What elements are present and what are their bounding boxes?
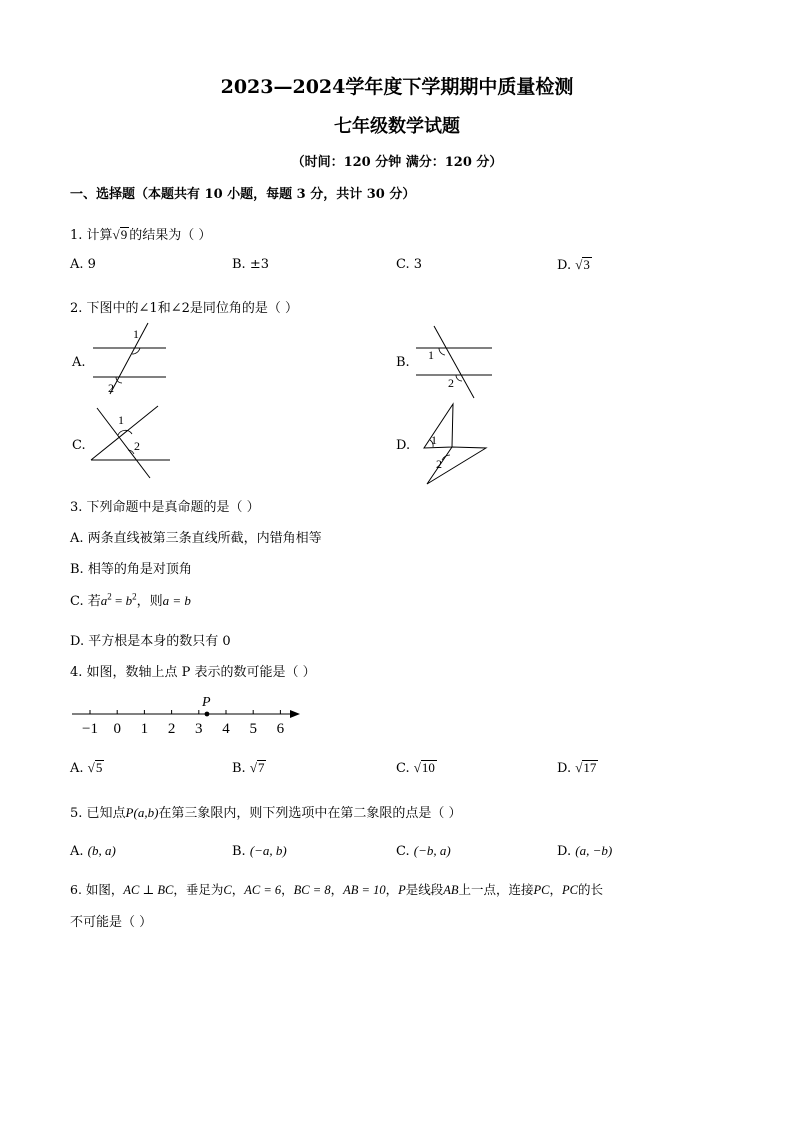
tick-label: 1 <box>140 721 149 737</box>
option-radicand: 7 <box>257 760 265 775</box>
q6-math: BC = 8 <box>293 883 331 897</box>
q5-option-c[interactable] <box>396 843 451 859</box>
q3-option-b[interactable]: B. 相等的角是对顶角 <box>70 562 192 577</box>
q6-text: ， <box>385 882 399 897</box>
option-radicand: 5 <box>95 760 103 775</box>
point-p-label: P <box>201 695 211 710</box>
exam-subtitle: 七年级数学试题 <box>334 116 460 137</box>
question-2: 2. 下图中的∠1和∠2是同位角的是（ ） <box>70 301 298 316</box>
option-text: 9 <box>87 257 96 272</box>
q1-option-b[interactable] <box>232 257 269 272</box>
q5-option-b[interactable] <box>232 843 287 859</box>
angle-2-label: 2 <box>108 381 114 395</box>
q6-math: AB = 10 <box>343 883 386 897</box>
q2-option-c[interactable]: C. <box>72 438 86 453</box>
question-6-line2: 不可能是（ ） <box>70 915 153 930</box>
q2-figure-b <box>412 322 512 402</box>
tick-label: 6 <box>276 721 285 737</box>
equation <box>101 593 137 608</box>
q1-radicand: 9 <box>120 227 128 242</box>
angle-1-label: 1 <box>431 433 437 447</box>
tick-label: −1 <box>82 721 98 737</box>
option-label: C. <box>396 761 410 776</box>
angle-1-label: 1 <box>428 348 434 362</box>
angle-2-label: 2 <box>134 439 140 453</box>
angle-1-label: 1 <box>118 413 124 427</box>
q6-math: PC <box>533 883 550 897</box>
q3-option-a[interactable]: A. 两条直线被第三条直线所截，内错角相等 <box>70 531 322 546</box>
q1-option-c[interactable] <box>396 257 422 272</box>
q6-math: AC ⊥ BC <box>123 883 174 897</box>
question-5 <box>70 802 462 821</box>
option-label: D. <box>557 258 572 273</box>
question-1 <box>70 224 211 243</box>
tick-label: 3 <box>195 721 203 737</box>
q6-math: P <box>398 883 406 897</box>
q6-text: ， <box>281 882 294 897</box>
q5-stem-pre: 5. 已知点 <box>70 806 126 821</box>
angle-1-label: 1 <box>133 327 139 341</box>
q2-figure-a <box>88 320 188 400</box>
option-text: 3 <box>413 257 423 272</box>
equals: = <box>111 593 126 608</box>
equation: a = b <box>162 593 191 608</box>
q6-text: 的长 <box>578 882 604 897</box>
q2-option-a[interactable]: A. <box>72 355 86 370</box>
angle-2-label: 2 <box>448 376 454 390</box>
option-text: ±3 <box>249 257 269 272</box>
option-label: D. <box>557 844 572 859</box>
q6-text: ， <box>549 882 563 897</box>
q2-option-b[interactable]: B. <box>396 355 410 370</box>
question-4: 4. 如图，数轴上点 P 表示的数可能是（ ） <box>70 665 316 680</box>
q4-option-d[interactable]: D. √17 <box>557 760 597 776</box>
exponent: 2 <box>107 591 112 602</box>
q6-math: C <box>223 883 232 897</box>
tick-label: 0 <box>113 721 121 737</box>
option-label: B. <box>232 844 246 859</box>
q3-option-d[interactable]: D. 平方根是本身的数只有 0 <box>70 634 231 649</box>
q6-text: ， <box>231 882 245 897</box>
option-text: (−b, a) <box>413 843 451 858</box>
option-label: C. <box>396 257 410 272</box>
q4-option-b[interactable]: B. √7 <box>232 760 265 776</box>
q4-option-c[interactable]: C. √10 <box>396 760 435 776</box>
q6-math: PC <box>562 883 579 897</box>
q6-math: AB <box>443 883 459 897</box>
section-heading: 一、选择题（本题共有 10 小题，每题 3 分，共计 30 分） <box>70 187 416 202</box>
question-3: 3. 下列命题中是真命题的是（ ） <box>70 500 260 515</box>
question-6 <box>70 880 603 898</box>
q5-option-d[interactable] <box>557 843 612 859</box>
q6-text: 是线段 <box>405 882 444 897</box>
q1-stem-post: 的结果为（ ） <box>129 228 212 243</box>
q4-option-a[interactable]: A. √5 <box>70 760 103 776</box>
option-text: C. 若 <box>70 594 101 609</box>
exam-info: （时间：120 分钟 满分：120 分） <box>291 155 503 170</box>
option-radicand: 17 <box>583 760 597 775</box>
q5-point: P(a,b) <box>125 805 159 820</box>
option-radicand: 10 <box>421 760 435 775</box>
option-text: (a, −b) <box>575 843 613 858</box>
var-a: a <box>100 593 108 608</box>
q6-text: 上一点，连接 <box>458 882 534 897</box>
q2-option-d[interactable]: D. <box>396 438 411 453</box>
exam-title: 2023—2024学年度下学期期中质量检测 <box>220 76 574 98</box>
q5-stem-post: 在第三象限内，则下列选项中在第二象限的点是（ ） <box>158 806 462 821</box>
option-radicand: 3 <box>583 257 590 272</box>
tick-label: 5 <box>249 721 257 737</box>
tick-label: 2 <box>167 721 176 737</box>
option-label: A. <box>70 761 84 776</box>
q6-math: AC = 6 <box>244 883 282 897</box>
exponent: 2 <box>132 591 137 602</box>
option-text: (−a, b) <box>249 843 287 858</box>
q6-text: 6. 如图， <box>70 882 124 897</box>
option-text: ，则 <box>136 594 163 609</box>
tick-label: 4 <box>222 721 230 737</box>
q6-text: ，垂足为 <box>173 882 224 897</box>
angle-2-label: 2 <box>436 457 442 471</box>
q2-figure-c <box>88 404 188 484</box>
q6-text: ， <box>330 882 344 897</box>
q2-figure-d <box>412 400 512 490</box>
q1-stem-pre: 1. 计算 <box>70 228 113 243</box>
option-text: (b, a) <box>87 843 116 858</box>
option-label: A. <box>70 844 84 859</box>
option-label: A. <box>70 257 84 272</box>
q1-sqrt: √9 <box>112 227 128 242</box>
option-label: D. <box>557 761 572 776</box>
var-b: b <box>125 593 133 608</box>
option-label: B. <box>232 761 246 776</box>
option-label: B. <box>232 257 246 272</box>
point-p-dot <box>205 712 210 717</box>
number-line <box>68 690 308 740</box>
option-label: C. <box>396 844 410 859</box>
q1-option-d[interactable]: D. √3 <box>557 257 590 273</box>
q5-option-a[interactable] <box>70 843 116 859</box>
q3-option-c[interactable] <box>70 590 191 609</box>
q1-option-a[interactable] <box>70 257 96 272</box>
